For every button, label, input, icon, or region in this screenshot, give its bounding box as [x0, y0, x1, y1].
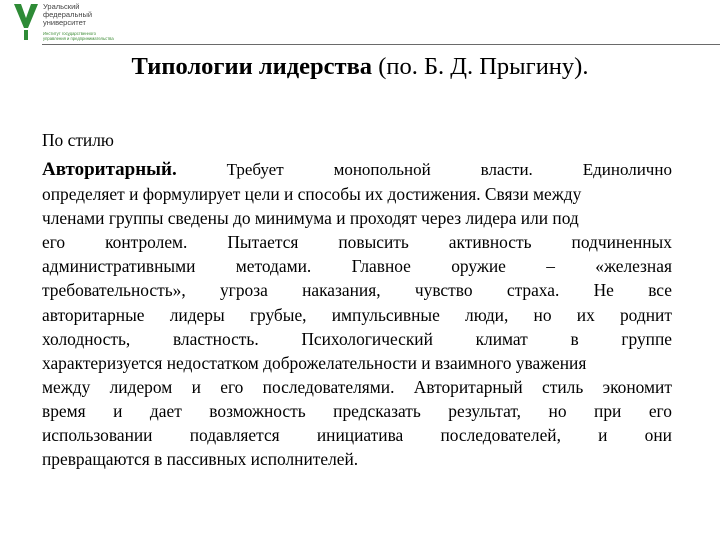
paragraph-word: холодность, — [42, 328, 131, 349]
paragraph-word: но — [548, 400, 567, 421]
paragraph-word: Не — [593, 280, 614, 301]
paragraph-word: роднит — [619, 304, 672, 325]
paragraph-word: активность — [448, 232, 532, 253]
paragraph-word: страха. — [506, 280, 560, 301]
paragraph-word: климат — [475, 328, 528, 349]
institute-name — [43, 31, 114, 41]
paragraph-line — [42, 375, 672, 399]
paragraph-word: «железная — [595, 256, 672, 277]
paragraph-word: экономит — [602, 376, 672, 397]
paragraph-word: группе — [621, 328, 672, 349]
paragraph-word: характеризуется недостатком доброжелательности и взаимного уважения — [42, 352, 587, 373]
paragraph-word: Психологический — [301, 328, 433, 349]
paragraph-word: чувство — [414, 280, 473, 301]
paragraph-word: лидером — [109, 376, 173, 397]
paragraph-word: стиль — [542, 376, 584, 397]
slide-title-rest: (по. Б. Д. Прыгину). — [372, 53, 589, 80]
paragraph-word: и — [113, 400, 123, 421]
paragraph-line — [42, 327, 672, 351]
paragraph-word: грубые, — [249, 304, 307, 325]
paragraph-word: и — [598, 425, 608, 446]
paragraph-word: угроза — [219, 280, 268, 301]
paragraph-word: предсказать — [333, 400, 421, 421]
paragraph-word: в — [570, 328, 579, 349]
style-label: По стилю — [42, 130, 114, 150]
paragraph-line — [42, 399, 672, 423]
paragraph-word: подавляется — [189, 425, 280, 446]
university-name-line: федеральный — [43, 10, 93, 19]
paragraph-word: Главное — [351, 256, 411, 277]
slide-header — [0, 0, 720, 48]
urfu-logo-icon — [14, 4, 38, 40]
paragraph-word: авторитарные — [42, 304, 145, 325]
header-divider — [42, 44, 720, 45]
paragraph-word: все — [648, 280, 672, 301]
paragraph-word: контролем. — [105, 232, 188, 253]
paragraph-word: лидеры — [169, 304, 225, 325]
slide-title — [0, 52, 720, 82]
paragraph-word: оружие — [451, 256, 506, 277]
paragraph-word: его — [220, 376, 244, 397]
paragraph-word: Авторитарный — [413, 376, 523, 397]
paragraph-word: результат, — [448, 400, 522, 421]
institute-name-line: Институт государственного — [43, 31, 96, 36]
paragraph-word: импульсивные — [331, 304, 440, 325]
paragraph-word: использовании — [42, 425, 153, 446]
paragraph-word: подчиненных — [571, 232, 672, 253]
paragraph-word: определяет и формулирует цели и способы их достижения. Связи между — [42, 184, 582, 205]
university-name-line: Уральский — [43, 2, 80, 11]
paragraph-word: они — [644, 425, 672, 446]
paragraph-word: власти. — [480, 160, 533, 179]
paragraph-line — [42, 254, 672, 278]
paragraph-word: время — [42, 400, 86, 421]
paragraph-word: Единолично — [582, 160, 672, 179]
paragraph-word: – — [546, 256, 555, 277]
paragraph-word: методами. — [235, 256, 312, 277]
style-name-lead: Авторитарный. — [42, 159, 177, 180]
paragraph-word: дает — [149, 400, 182, 421]
paragraph-line — [42, 303, 672, 327]
university-name — [43, 3, 92, 27]
paragraph-word: административными — [42, 256, 196, 277]
institute-name-line: управления и предпринимательства — [43, 36, 114, 41]
paragraph-word: его — [42, 232, 66, 253]
paragraph-word: последователей, — [440, 425, 561, 446]
paragraph-word: членами группы сведены до минимума и проходят через лидера или под — [42, 208, 579, 229]
paragraph-word: требовательность», — [42, 280, 186, 301]
paragraph-line — [42, 182, 672, 206]
paragraph-word: Пытается — [227, 232, 299, 253]
paragraph-word: но — [533, 304, 552, 325]
paragraph-word: их — [576, 304, 595, 325]
paragraph-word: и — [191, 376, 201, 397]
paragraph-word: наказания, — [302, 280, 381, 301]
slide-title-bold: Типологии лидерства — [131, 53, 373, 80]
paragraph-word: при — [594, 400, 622, 421]
paragraph-word: монопольной — [333, 160, 431, 179]
authoritarian-paragraph — [42, 158, 672, 471]
paragraph-line — [42, 447, 672, 471]
paragraph-word: его — [648, 400, 672, 421]
paragraph-line — [42, 206, 672, 230]
paragraph-word: Требует — [226, 160, 284, 179]
paragraph-word: превращаются в пассивных исполнителей. — [42, 449, 359, 470]
university-name-line: университет — [43, 18, 86, 27]
paragraph-word: последователями. — [262, 376, 395, 397]
paragraph-line — [42, 158, 672, 182]
paragraph-word: между — [42, 376, 91, 397]
paragraph-word: повысить — [338, 232, 409, 253]
slide-body — [42, 128, 672, 471]
paragraph-word: люди, — [465, 304, 509, 325]
paragraph-word: властность. — [172, 328, 259, 349]
paragraph-line — [42, 230, 672, 254]
paragraph-line — [42, 351, 672, 375]
paragraph-word: инициатива — [316, 425, 404, 446]
paragraph-word: возможность — [209, 400, 306, 421]
paragraph-line — [42, 278, 672, 302]
paragraph-line — [42, 423, 672, 447]
